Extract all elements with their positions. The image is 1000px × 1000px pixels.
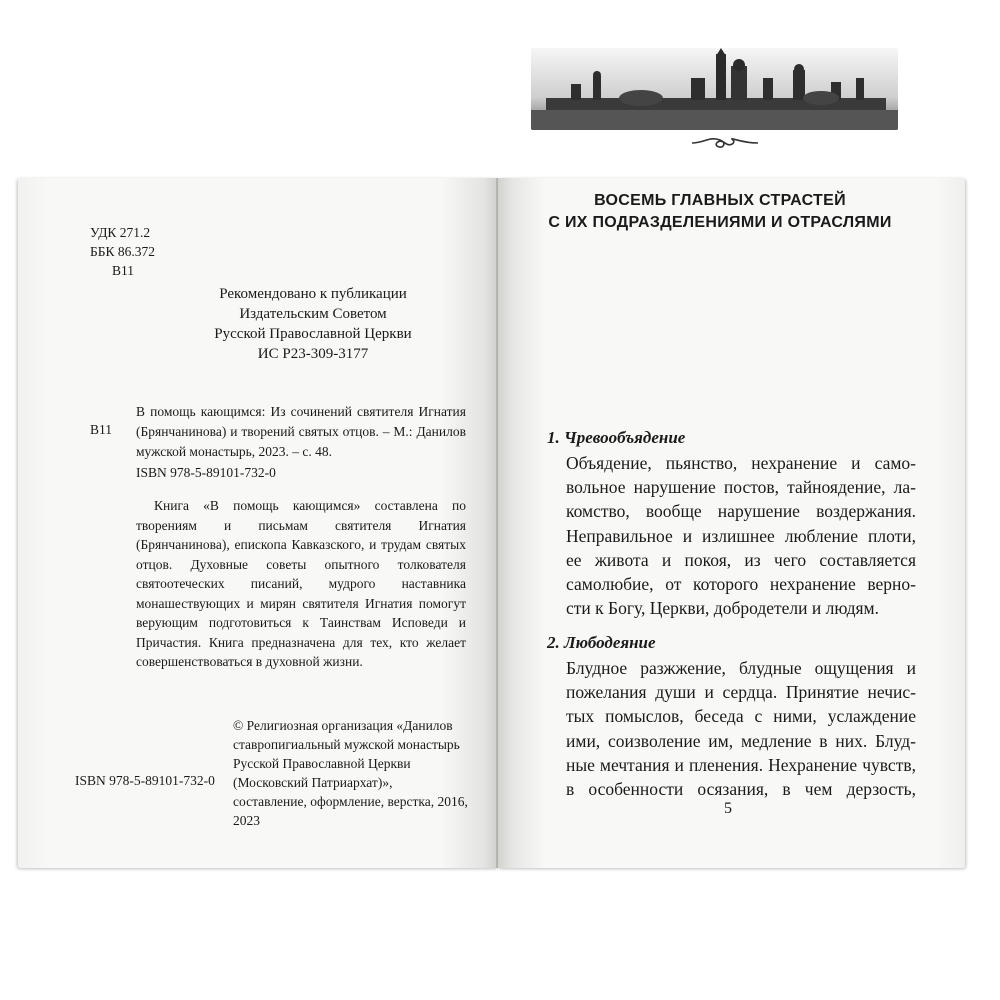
text-line: тых помыслов, беседа с ними, услаждение <box>566 706 916 727</box>
isbn-bottom: ISBN 978-5-89101-732-0 <box>75 773 215 788</box>
author-mark-line: В11 <box>112 263 135 278</box>
isbn: ISBN 978-5-89101-732-0 <box>136 465 276 480</box>
text-line: самолюбие, от которого нехранение верно- <box>566 574 916 595</box>
scroll-ornament-icon <box>690 132 760 154</box>
bibliographic-record: В помощь кающимся: Из сочинений святителя Игнатия (Брянчанинова) и творений святых отцов. – М.: Данилов мужской монастырь, 2023. – с. 48. <box>136 404 466 459</box>
page-number: 5 <box>724 800 732 817</box>
udk-block <box>90 223 210 280</box>
text-line: Объядение, пьянство, нехранение и само- <box>566 453 916 473</box>
left-page <box>18 178 498 868</box>
text-line: комство, вообще нарушение воздержания. <box>566 501 916 522</box>
text-line: Неправильное и излишнее любление плоти, <box>566 525 916 546</box>
copyright-notice: © Религиозная организация «Данилов ставропигиальный мужской монастырь Русской Православной Церкви (Московский Патриархат)», составление, оформление, верстка, 2016, 2023 <box>233 718 468 828</box>
monastery-illustration <box>531 48 898 130</box>
udk-line: УДК 271.2 <box>90 225 151 240</box>
text-line: ими, соизволение им, медление в них. Блуд- <box>566 730 916 751</box>
annotation: Книга «В помощь кающимся» составлена по творениям и письмам святителя Игнатия (Брянчанинова), епископа Кавказского, и трудам святых отцов. Духовные советы опытного толкователя святоотеческих писаний, мудрого наставника монашествующих и мирян святителя Игнатия помогут верующим подготовиться к Таинствам Исповеди и Причастия. Книга предназначена для тех, кто желает совершенствоваться в духовной жизни. <box>136 498 466 669</box>
chapter-title-line: С ИХ ПОДРАЗДЕЛЕНИЯМИ И ОТРАСЛЯМИ <box>548 214 892 231</box>
recommendation-block <box>168 284 458 364</box>
section-heading: 1. Чревообъядение <box>547 428 686 447</box>
section-body <box>566 451 916 620</box>
text-line: ее живота и покоя, из чего составляется <box>566 549 916 570</box>
section-heading: 2. Любодеяние <box>547 633 656 652</box>
section-body <box>566 656 916 801</box>
recommendation-line: Издательским Советом <box>239 306 387 322</box>
text-line: пожелания души и сердца. Принятие нечис- <box>566 682 916 703</box>
recommendation-line: Рекомендовано к публикации <box>219 286 407 302</box>
text-line: вольное нарушение постов, тайноядение, ла- <box>566 477 916 498</box>
text-line: Блудное разжжение, блудные ощущения и <box>566 658 916 678</box>
text-line: в особенности осязания, в чем дерзость, <box>566 779 916 800</box>
monastery-skyline-icon <box>531 48 898 130</box>
recommendation-line: Русской Православной Церкви <box>214 326 412 342</box>
index-code: В11 <box>90 422 113 437</box>
text-line: ные мечтания и пленения. Нехранение чувств, <box>566 754 916 775</box>
chapter-title <box>520 190 920 234</box>
text-line: сти к Богу, Церкви, добродетели и людям. <box>566 598 879 619</box>
chapter-title-line: ВОСЕМЬ ГЛАВНЫХ СТРАСТЕЙ <box>594 192 846 209</box>
recommendation-line: ИС Р23-309-3177 <box>257 346 369 362</box>
bbk-line: ББК 86.372 <box>90 244 156 259</box>
